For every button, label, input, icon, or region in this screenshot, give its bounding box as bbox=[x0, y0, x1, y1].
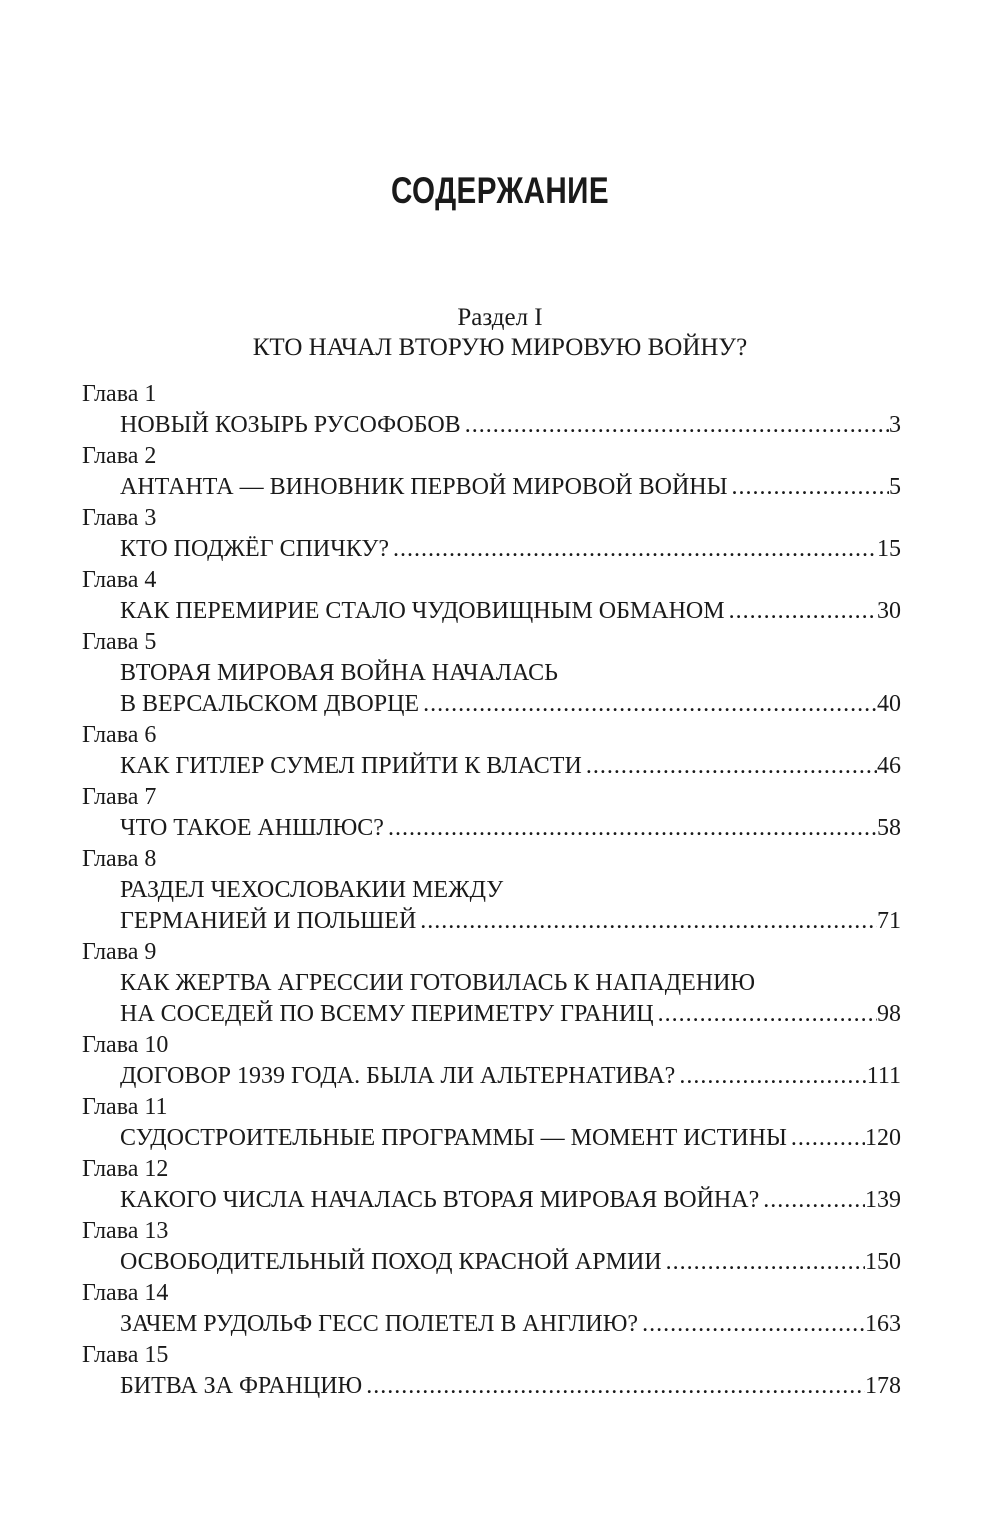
dot-leader bbox=[675, 1061, 866, 1092]
page-number: 111 bbox=[866, 1063, 901, 1089]
chapter-label: Глава 12 bbox=[82, 1156, 169, 1182]
chapter-label: Глава 10 bbox=[82, 1032, 169, 1058]
chapter-label: Глава 8 bbox=[82, 846, 157, 872]
page-number: 71 bbox=[877, 908, 901, 934]
section-label: Раздел I bbox=[457, 304, 543, 331]
dot-leader bbox=[362, 1371, 865, 1402]
dot-leader bbox=[384, 813, 877, 844]
chapter-label: Глава 11 bbox=[82, 1094, 168, 1120]
chapter-label: Глава 1 bbox=[82, 381, 157, 407]
chapter-title: ГЕРМАНИЕЙ И ПОЛЬШЕЙ bbox=[120, 908, 417, 934]
dot-leader bbox=[654, 999, 877, 1030]
chapter-title: КАК ПЕРЕМИРИЕ СТАЛО ЧУДОВИЩНЫМ ОБМАНОМ bbox=[120, 598, 725, 624]
page-number: 58 bbox=[877, 815, 901, 841]
chapter-title-line bbox=[120, 1061, 901, 1092]
dot-leader bbox=[461, 410, 889, 441]
dot-leader bbox=[419, 689, 877, 720]
toc-entry bbox=[82, 844, 901, 937]
chapter-title-line bbox=[120, 999, 901, 1030]
chapter-title-line bbox=[120, 1371, 901, 1402]
dot-leader bbox=[728, 472, 889, 503]
chapter-title-line bbox=[120, 968, 901, 999]
toc-entry bbox=[82, 627, 901, 720]
chapter-title: КАК ГИТЛЕР СУМЕЛ ПРИЙТИ К ВЛАСТИ bbox=[120, 753, 582, 779]
dot-leader bbox=[787, 1123, 865, 1154]
toc-entry bbox=[82, 1154, 901, 1216]
section-title: КТО НАЧАЛ ВТОРУЮ МИРОВУЮ ВОЙНУ? bbox=[252, 334, 748, 361]
chapter-title: АНТАНТА — ВИНОВНИК ПЕРВОЙ МИРОВОЙ ВОЙНЫ bbox=[120, 474, 728, 500]
chapter-title-line bbox=[120, 1123, 901, 1154]
chapter-label: Глава 3 bbox=[82, 505, 157, 531]
toc-entry bbox=[82, 565, 901, 627]
chapter-title-line bbox=[120, 689, 901, 720]
chapter-label: Глава 14 bbox=[82, 1280, 169, 1306]
dot-leader bbox=[662, 1247, 865, 1278]
page-number: 120 bbox=[865, 1125, 901, 1151]
chapter-title: БИТВА ЗА ФРАНЦИЮ bbox=[120, 1373, 363, 1399]
table-of-contents bbox=[82, 379, 901, 1402]
page-number: 139 bbox=[865, 1187, 901, 1213]
chapter-title: ОСВОБОДИТЕЛЬНЫЙ ПОХОД КРАСНОЙ АРМИИ bbox=[120, 1249, 662, 1275]
chapter-title: КАКОГО ЧИСЛА НАЧАЛАСЬ ВТОРАЯ МИРОВАЯ ВОЙНА? bbox=[120, 1187, 760, 1213]
chapter-label: Глава 5 bbox=[82, 629, 157, 655]
chapter-label: Глава 9 bbox=[82, 939, 157, 965]
page-number: 40 bbox=[877, 691, 901, 717]
chapter-title: В ВЕРСАЛЬСКОМ ДВОРЦЕ bbox=[120, 691, 420, 717]
dot-leader bbox=[416, 906, 877, 937]
chapter-title-line bbox=[120, 658, 901, 689]
chapter-title-line bbox=[120, 596, 901, 627]
chapter-title-line bbox=[120, 410, 901, 441]
dot-leader bbox=[389, 534, 877, 565]
toc-entry bbox=[82, 441, 901, 503]
chapter-title: НА СОСЕДЕЙ ПО ВСЕМУ ПЕРИМЕТРУ ГРАНИЦ bbox=[120, 1001, 654, 1027]
toc-entry bbox=[82, 1092, 901, 1154]
chapter-title-line bbox=[120, 472, 901, 503]
page-title: СОДЕРЖАНИЕ bbox=[391, 170, 609, 211]
chapter-title: КТО ПОДЖЁГ СПИЧКУ? bbox=[120, 536, 390, 562]
chapter-title-line bbox=[120, 906, 901, 937]
chapter-title: ЧТО ТАКОЕ АНШЛЮС? bbox=[120, 815, 384, 841]
chapter-title-line bbox=[120, 534, 901, 565]
toc-entry bbox=[82, 720, 901, 782]
page-number: 163 bbox=[865, 1311, 901, 1337]
chapter-label: Глава 13 bbox=[82, 1218, 169, 1244]
page-number: 30 bbox=[877, 598, 901, 624]
toc-entry bbox=[82, 1278, 901, 1340]
chapter-title-line bbox=[120, 1247, 901, 1278]
page-number: 5 bbox=[889, 474, 901, 500]
chapter-label: Глава 4 bbox=[82, 567, 157, 593]
toc-entry bbox=[82, 503, 901, 565]
chapter-title: ДОГОВОР 1939 ГОДА. БЫЛА ЛИ АЛЬТЕРНАТИВА? bbox=[120, 1063, 676, 1089]
toc-entry bbox=[82, 1030, 901, 1092]
page-number: 15 bbox=[877, 536, 901, 562]
chapter-title-line bbox=[120, 1309, 901, 1340]
chapter-title: НОВЫЙ КОЗЫРЬ РУСОФОБОВ bbox=[120, 412, 461, 438]
chapter-title-line bbox=[120, 751, 901, 782]
chapter-title-line bbox=[120, 1185, 901, 1216]
chapter-title-line bbox=[120, 813, 901, 844]
chapter-label: Глава 7 bbox=[82, 784, 157, 810]
page-number: 46 bbox=[877, 753, 901, 779]
chapter-label: Глава 2 bbox=[82, 443, 157, 469]
page-number: 98 bbox=[877, 1001, 901, 1027]
toc-entry bbox=[82, 379, 901, 441]
chapter-title: ВТОРАЯ МИРОВАЯ ВОЙНА НАЧАЛАСЬ bbox=[120, 660, 558, 686]
toc-entry bbox=[82, 1216, 901, 1278]
toc-entry bbox=[82, 782, 901, 844]
toc-entry bbox=[82, 937, 901, 1030]
dot-leader bbox=[759, 1185, 865, 1216]
dot-leader bbox=[638, 1309, 865, 1340]
page-number: 178 bbox=[865, 1373, 901, 1399]
chapter-title: ЗАЧЕМ РУДОЛЬФ ГЕСС ПОЛЕТЕЛ В АНГЛИЮ? bbox=[120, 1311, 639, 1337]
chapter-label: Глава 15 bbox=[82, 1342, 169, 1368]
page-number: 3 bbox=[889, 412, 901, 438]
chapter-label: Глава 6 bbox=[82, 722, 157, 748]
chapter-title: КАК ЖЕРТВА АГРЕССИИ ГОТОВИЛАСЬ К НАПАДЕНИЮ bbox=[120, 970, 756, 996]
toc-entry bbox=[82, 1340, 901, 1402]
dot-leader bbox=[725, 596, 877, 627]
page-number: 150 bbox=[865, 1249, 901, 1275]
chapter-title-line bbox=[120, 875, 901, 906]
chapter-title: СУДОСТРОИТЕЛЬНЫЕ ПРОГРАММЫ — МОМЕНТ ИСТИНЫ bbox=[120, 1125, 787, 1151]
dot-leader bbox=[582, 751, 877, 782]
chapter-title: РАЗДЕЛ ЧЕХОСЛОВАКИИ МЕЖДУ bbox=[120, 877, 504, 903]
